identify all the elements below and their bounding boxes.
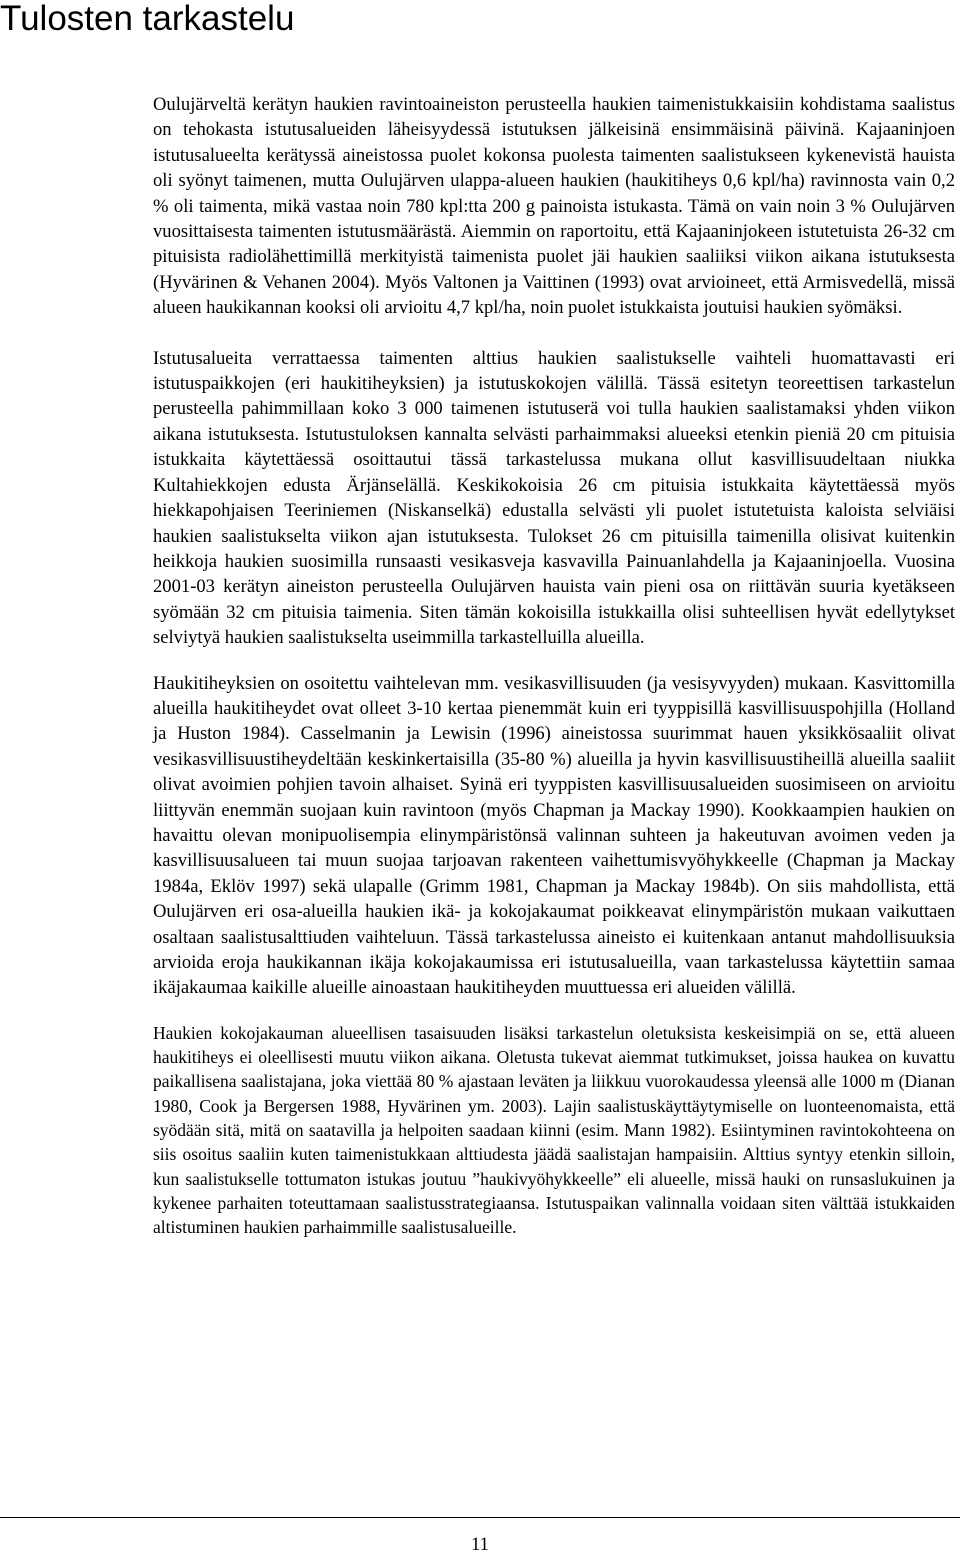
paragraph-4: Haukien kokojakauman alueellisen tasaisuuden lisäksi tarkastelun oletuksista keskeisimpiä on se, että alueen haukitiheys ei oleellisesti muutu viikon aikana. Oletusta tukevat aiemmat tutkimukset, joissa haukea on kuvattu paikallisena saalistajana, joka viettää 80 % ajastaan leväten ja liikkuu vuorokaudessa yleensä alle 1000 m (Dianan 1980, Cook ja Bergersen 1988, Hyvärinen ym. 2003). Lajin saalistuskäyttäytymiselle on luonteenomaista, että syödään sitä, mitä on saatavilla ja helpoiten saadaan kiinni (esim. Mann 1982). Esiintyminen ravintokohteena on siis osoitus saaliin kuten taimenistukkaan alttiudesta jäädä saalistajan hampaisiin. Alttius syntyy etenkin silloin, kun saalistukselle tottumaton istukas joutuu ”haukivyöhykkeelle” eli alueelle, missä hauki on runsaslukuinen ja kykenee parhaiten toteuttamaan saalistusstrategiaansa. Istutuspaikan valinnalla voidaan siten välttää istukkaiden altistuminen haukien parhaimmille saalistusalueille. — [153, 1022, 955, 1238]
body-text — [153, 92, 955, 1239]
paragraph-1: Oulujärveltä kerätyn haukien ravintoaineiston perusteella haukien taimenistukkaisiin kohdistama saalistus on tehokasta istutusalueiden läheisyydessä istutuksen jälkeisinä ensimmäisinä päivinä. Kajaaninjoen istutusalueelta kerätyssä aineistossa puolet kokonsa puolesta taimenten saalistukseen kykenevistä hauista oli syönyt taimenen, mutta Oulujärven ulappa-alueen haukien (haukitiheys 0,6 kpl/ha) ravinnosta vain 0,2 % oli taimenta, mikä vastaa noin 780 kpl:tta 200 g painoista istukasta. Tämä on vain noin 3 % Oulujärven vuosittaisesta taimenten istutusmäärästä. Aiemmin on raportoitu, että Kajaaninjokeen istutetuista 26-32 cm pituisista radiolähettimillä merkityistä taimenista puolet jäi haukien saaliiksi viikon aikana istutuksesta (Hyvärinen & Vehanen 2004). Myös Valtonen ja Vaittinen (1993) ovat arvioineet, että Armisvedellä, missä alueen haukikannan kooksi oli arvioitu 4,7 kpl/ha, noin puolet istukkaista joutuisi haukien syömäksi. — [153, 94, 955, 319]
paragraph-2: Istutusalueita verrattaessa taimenten alttius haukien saalistukselle vaihteli huomattavasti eri istutuspaikkojen (eri haukitiheyksien) ja istutuskokojen välillä. Tässä esitetyn teoreettisen tarkastelun perusteella pahimmillaan koko 3 000 taimenen istutuserä voi tulla haukien saalistamaksi yhden viikon aikana istutuksesta. Istutustuloksen kannalta selvästi parhaimmaksi alueeksi etenkin pieniä 20 cm pituisia istukkaita käytettäessä osoittautui tässä tarkastelussa mukana ollut kasvillisuudeltaan niukka Kultahiekkojen edusta Ärjänselällä. Keskikokoisia 26 cm pituisia istukkaita käytettäessä myös hiekkapohjaisen Teeriniemen (Niskanselkä) edustalla selvästi yli puolet istutetuista kaloista selviäisi haukien saalistukselta viikon ajan istutuksesta. Tulokset 26 cm pituisilla taimenilla olisivat kuitenkin heikkoja haukien suosimilla runsaasti vesikasveja kasvavilla Painuanlahdella ja Kajaaninjoella. Vuosina 2001-03 kerätyn aineiston perusteella Oulujärven hauista vain pieni osa on riittävän suuria kyetäkseen syömään 32 cm pituisia taimenia. Siten tämän kokoisilla istukkailla olisi suhteellisen hyvät edellytykset selviytyä haukien saalistukselta useimmilla tarkastelluilla alueilla. — [153, 347, 955, 649]
page-number: 11 — [471, 1534, 489, 1555]
page-title: Tulosten tarkastelu — [0, 0, 295, 38]
footer-divider — [0, 1517, 960, 1518]
paragraph-3: Haukitiheyksien on osoitettu vaihtelevan mm. vesikasvillisuuden (ja vesisyvyyden) mukaan. Kasvittomilla alueilla haukitiheydet ovat olleet 3-10 kertaa pienemmät kuin eri tyyppisillä kasvillisuuspohjilla (Holland ja Huston 1984). Casselmanin ja Lewisin (1996) aineistossa suurimmat hauen yksikkösaaliit olivat vesikasvillisuustiheydeltään keskinkertaisilla (35-80 %) alueilla ja hyvin kasvillisuustiheillä alueilla saaliit olivat avoimien pohjien tavoin alhaiset. Syinä eri tyyppisten kasvillisuusalueiden suosimiseen on arvioitu liittyvän enemmän suojaan kuin ravintoon (myös Chapman ja Mackay 1990). Kookkaampien haukien on havaittu olevan monipuolisempia elinympäristönsä valinnan suhteen ja hakeutuvan avoimen veden ja kasvillisuusalueen tai muun suojaa tarjoavan rakenteen vaihettumisvyöhykkeelle (Chapman ja Mackay 1984a, Eklöv 1997) sekä ulapalle (Grimm 1981, Chapman ja Mackay 1984b). On siis mahdollista, että Oulujärven eri osa-alueilla haukien ikä- ja kokojakaumat poikkeavat elinympäristön mukaan vaikuttaen osaltaan saalistusalttiuden vaihteluun. Tässä tarkastelussa aineisto ei kuitenkaan antanut mahdollisuuksia arvioida eroja haukikannan ikäja kokojakaumissa eri istutusalueilla, vaan tarkastelussa käytettiin samaa ikäjakaumaa kaikille alueille ainoastaan haukitiheyden muuttuessa eri alueiden välillä. — [153, 672, 955, 999]
